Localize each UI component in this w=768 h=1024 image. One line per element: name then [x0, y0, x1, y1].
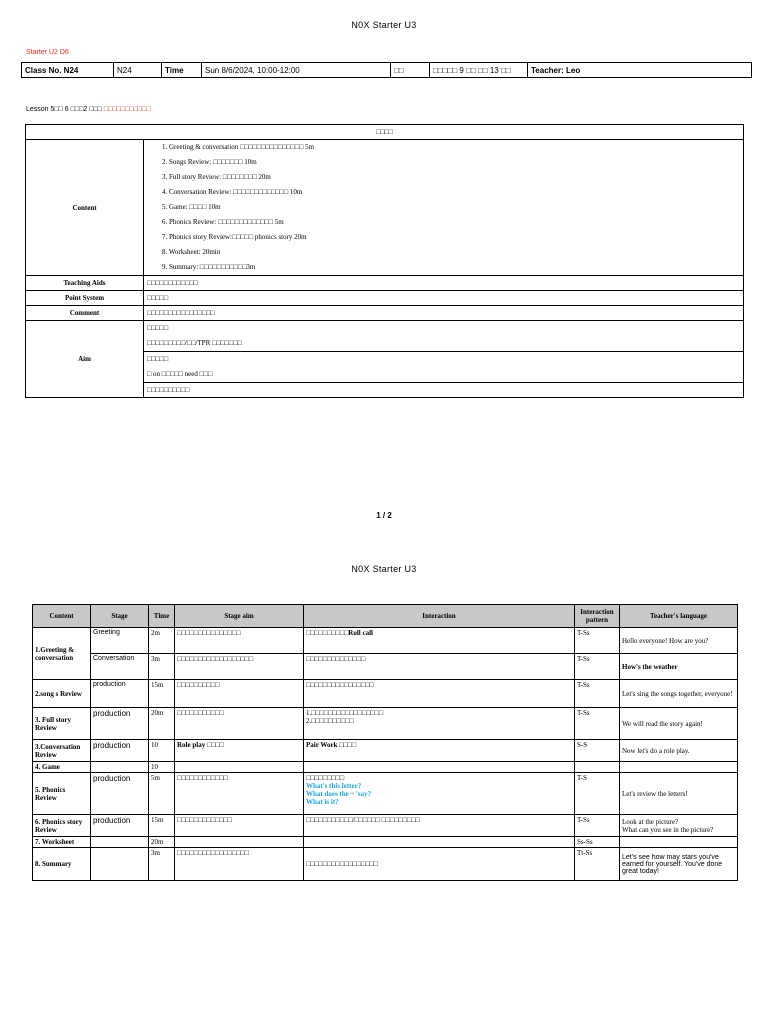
lesson-text: Lesson 5□□ 6 □□□2 □□□: [26, 106, 104, 113]
row-stage: [91, 848, 149, 881]
row-content: 1.Greeting & conversation: [33, 628, 91, 680]
row-interaction: □□□□□□□□□: [306, 774, 345, 782]
column-header: Interaction: [304, 605, 575, 628]
row-time: 20m: [149, 837, 175, 848]
row-teacher-language: How's the weather: [620, 654, 738, 680]
row-time: 15m: [149, 815, 175, 837]
row-interaction: □□□□□□□□□□□□□□□□□: [304, 848, 575, 881]
content-item: 6. Phonics Review: □□□□□□□□□□□□□ 5m: [162, 218, 284, 226]
row-teacher-language: Let's review the letters!: [620, 773, 738, 815]
teacher-label: Teacher: Leo: [528, 63, 752, 78]
row-content: 8. Summary: [33, 848, 91, 881]
row-teacher-language: [620, 837, 738, 848]
row-teacher-language: Hello everyone! How are you?: [620, 628, 738, 654]
row-stage: [91, 837, 149, 848]
row-stage: Conversation: [91, 654, 149, 680]
row-aim: Role play □□□□: [175, 740, 304, 762]
row-aim: □□□□□□□□□□□□□□□□□: [175, 848, 304, 881]
row-pattern: T-Ss: [575, 680, 620, 708]
row-pattern: T-Ss: [575, 815, 620, 837]
column-header: Interaction pattern: [575, 605, 620, 628]
table-row: [33, 848, 738, 881]
row-teacher-language: Let's see how may stars you've earned for yourself. You've done great today!: [620, 848, 738, 881]
row-stage: production: [91, 740, 149, 762]
row-pattern: [575, 762, 620, 773]
table-row: [33, 680, 738, 708]
page-title: N0X Starter U3: [351, 20, 417, 30]
table-header-row: [33, 605, 738, 628]
table-row: [33, 773, 738, 815]
row-interaction: 1.□□□□□□□□□□□□□□□□□ 2.□□□□□□□□□□: [304, 708, 575, 740]
row-content: 5. Phonics Review: [33, 773, 91, 815]
row-pattern: T-S: [575, 773, 620, 815]
row-pattern: Tt-Ss: [575, 848, 620, 881]
row-time: 15m: [149, 680, 175, 708]
row-content: 6. Phonics story Review: [33, 815, 91, 837]
content-label: Content: [26, 140, 144, 276]
column-header: Time: [149, 605, 175, 628]
table-row: [33, 708, 738, 740]
class-info-table: [21, 62, 752, 78]
row-pattern: T-Ss: [575, 654, 620, 680]
row-time: 10: [149, 740, 175, 762]
table-row: [33, 837, 738, 848]
content-list: [144, 140, 743, 275]
row-pattern: Ss-Ss: [575, 837, 620, 848]
column-header: Stage: [91, 605, 149, 628]
row-stage: [91, 762, 149, 773]
column-header: Teacher's language: [620, 605, 738, 628]
row-stage: production: [91, 680, 149, 708]
row-aim: □□□□□□□□□□: [175, 680, 304, 708]
column-header: Stage aim: [175, 605, 304, 628]
content-item: 1. Greeting & conversation □□□□□□□□□□□□□□□ 5m: [162, 143, 315, 151]
class-no-value: N24: [114, 63, 162, 78]
row-time: 20m: [149, 708, 175, 740]
row-teacher-language: We will read the story again!: [620, 708, 738, 740]
row-teacher-language: [620, 762, 738, 773]
row-interaction: Pair Work □□□□: [304, 740, 575, 762]
point-system-value: □□□□□: [144, 291, 744, 306]
row-content: 2.song s Review: [33, 680, 91, 708]
row-teacher-language: Let's sing the songs together, everyone!: [620, 680, 738, 708]
aim-row: □□□□□: [147, 355, 169, 363]
content-item: 4. Conversation Review: □□□□□□□□□□□□□ 10m: [162, 188, 303, 196]
prompt-question: What's this letter?: [306, 782, 362, 790]
row-aim: □□□□□□□□□□□□□□□: [175, 628, 304, 654]
aim-row: □□□□□□□□□□: [144, 383, 744, 398]
row-content: 7. Worksheet: [33, 837, 91, 848]
row-interaction: □□□□□□□□□□Roll call: [304, 628, 575, 654]
content-item: 7. Phonics story Review:□□□□□ phonics story 20m: [162, 233, 307, 241]
page-number: 1 / 2: [376, 511, 392, 520]
row-pattern: T-Ss: [575, 708, 620, 740]
stage-table: [32, 604, 738, 881]
table-row: [33, 654, 738, 680]
row-teacher-language: Look at the picture? What can you see in the picture?: [620, 815, 738, 837]
plan-header: □□□□: [26, 125, 744, 140]
prompt-question: What is it?: [306, 798, 339, 806]
row-aim: □□□□□□□□□□□□□□□□□□: [175, 654, 304, 680]
column-header: Content: [33, 605, 91, 628]
row-time: 5m: [149, 773, 175, 815]
row-stage: production: [91, 708, 149, 740]
content-item: 3. Full story Review: □□□□□□□□ 20m: [162, 173, 271, 181]
content-item: 2. Songs Review: □□□□□□□ 10m: [162, 158, 257, 166]
aim-label: Aim: [26, 321, 144, 398]
row-interaction: [304, 762, 575, 773]
table-row: [33, 815, 738, 837]
row-interaction: □□□□□□□□□□□□□□□□: [304, 680, 575, 708]
content-item: 5. Game: □□□□ 10m: [162, 203, 221, 211]
row-aim: □□□□□□□□□□□: [175, 708, 304, 740]
unit-note: Starter U2 D6: [26, 49, 69, 56]
row-time: 2m: [149, 628, 175, 654]
row-interaction: □□□□□□□□□□□/□□□□□□ □□□□□□□□□: [304, 815, 575, 837]
time-value: Sun 8/6/2024, 10:00-12:00: [202, 63, 391, 78]
content-item: 8. Worksheet: 20min: [162, 248, 221, 256]
row-time: 10: [149, 762, 175, 773]
row-time: 3m: [149, 848, 175, 881]
row-time: 3m: [149, 654, 175, 680]
row-aim: [175, 837, 304, 848]
aim-row: □□□□□: [147, 324, 169, 332]
comment-label: Comment: [26, 306, 144, 321]
teaching-aids-label: Teaching Aids: [26, 276, 144, 291]
row-interaction: □□□□□□□□□□□□□□: [304, 654, 575, 680]
row-pattern: S-S: [575, 740, 620, 762]
row-content: 3. Full story Review: [33, 708, 91, 740]
header-cell-5: □□: [391, 63, 430, 78]
row-aim: □□□□□□□□□□□□□: [175, 815, 304, 837]
row-stage: production: [91, 773, 149, 815]
lesson-plan-table: [25, 124, 744, 398]
table-row: [33, 628, 738, 654]
time-label: Time: [162, 63, 202, 78]
row-interaction-cell: [304, 773, 575, 815]
aim-row: □ on □□□□□ need □□□: [147, 370, 213, 378]
row-content: 4. Game: [33, 762, 91, 773]
row-interaction: [304, 837, 575, 848]
prompt-question: What does the ~ 'say?: [306, 790, 372, 798]
row-aim: [175, 762, 304, 773]
lesson-red-text: □□□□□□□□□□□: [103, 106, 151, 113]
content-item: 9. Summary: □□□□□□□□□□□3m: [162, 263, 256, 271]
row-stage: production: [91, 815, 149, 837]
row-content: 3.Conversation Review: [33, 740, 91, 762]
row-teacher-language: Now let's do a role play.: [620, 740, 738, 762]
table-row: [33, 762, 738, 773]
table-row: [33, 740, 738, 762]
row-stage: Greeting: [91, 628, 149, 654]
lesson-line: [26, 106, 150, 113]
row-aim: □□□□□□□□□□□□: [175, 773, 304, 815]
class-no-label: Class No. N24: [22, 63, 114, 78]
point-system-label: Point System: [26, 291, 144, 306]
teaching-aids-value: □□□□□□□□□□□□: [144, 276, 744, 291]
aim-row: □□□□□□□□□/□□/TPR □□□□□□□: [147, 339, 242, 347]
header-cell-6: □□□□□ 9 □□ □□ 13 □□: [430, 63, 528, 78]
row-pattern: T-Ss: [575, 628, 620, 654]
page2-title: N0X Starter U3: [351, 564, 417, 574]
comment-value: □□□□□□□□□□□□□□□□: [144, 306, 744, 321]
